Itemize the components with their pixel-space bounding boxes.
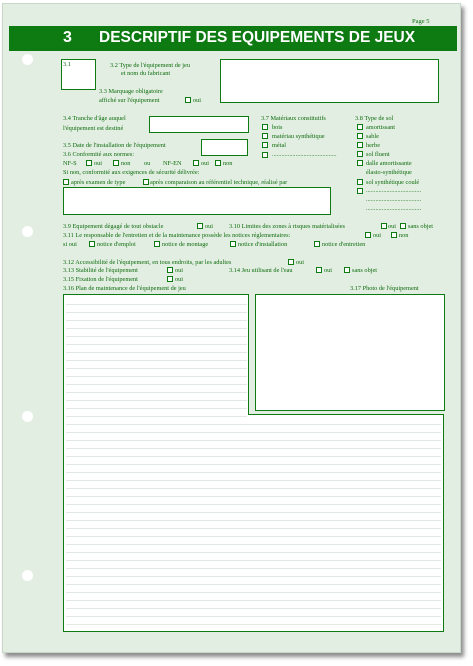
accessibilite-oui-checkbox[interactable] bbox=[288, 259, 294, 265]
sol-fluent-label: sol fluent bbox=[366, 151, 390, 158]
zones-sans-objet-label: sans objet bbox=[408, 223, 434, 230]
notice-entretien-checkbox[interactable] bbox=[314, 241, 320, 247]
si-oui-label: si oui bbox=[63, 241, 77, 248]
maintenance-plan-lines-bottom bbox=[66, 417, 441, 629]
degage-oui-checkbox[interactable] bbox=[197, 223, 203, 229]
field-3-1-label: 3.1 bbox=[63, 61, 71, 68]
nfs-oui-label: oui bbox=[94, 160, 103, 167]
sol-sable-label: sable bbox=[366, 133, 379, 140]
examen-type-checkbox[interactable] bbox=[63, 179, 69, 185]
notices-non-label: non bbox=[399, 232, 409, 239]
section-header bbox=[9, 26, 457, 51]
field-3-7-label: 3.7 Matériaux constitutifs bbox=[261, 115, 326, 122]
notices-oui-label: oui bbox=[373, 232, 382, 239]
materiau-synthetique-checkbox[interactable] bbox=[262, 133, 268, 139]
nfen-oui-checkbox[interactable] bbox=[193, 160, 199, 166]
sol-amortissant-label: amortissant bbox=[366, 124, 396, 131]
sol-herbe-checkbox[interactable] bbox=[357, 142, 363, 148]
field-3-16-label: 3.16 Plan de maintenance de l'équipement de jeu bbox=[63, 285, 186, 292]
binder-hole-1 bbox=[22, 54, 33, 65]
degage-oui-label: oui bbox=[205, 223, 214, 230]
nfen-non-checkbox[interactable] bbox=[215, 160, 221, 166]
notice-emploi-label: notice d'emploi bbox=[97, 241, 136, 248]
field-3-12-label: 3.12 Accessibilité de l'équipement, en tous endroits, par les adultes bbox=[63, 259, 232, 266]
field-3-15-label: 3.15 Fixation de l'équipement bbox=[63, 276, 138, 283]
materiau-metal-label: métal bbox=[272, 142, 286, 149]
comparaison-checkbox[interactable] bbox=[143, 179, 149, 185]
notice-installation-checkbox[interactable] bbox=[230, 241, 236, 247]
field-3-3-label: 3.3 Marquage obligatoire bbox=[99, 88, 163, 95]
notice-montage-checkbox[interactable] bbox=[154, 241, 160, 247]
eau-sans-objet-label: sans objet bbox=[352, 267, 378, 274]
nfen-oui-label: oui bbox=[201, 160, 210, 167]
zones-sans-objet-checkbox[interactable] bbox=[400, 223, 406, 229]
notices-oui-checkbox[interactable] bbox=[365, 232, 371, 238]
sol-herbe-label: herbe bbox=[366, 142, 380, 149]
field-3-8-label: 3.8 Type de sol bbox=[355, 115, 394, 122]
eau-oui-label: oui bbox=[324, 267, 333, 274]
field-3-9-label: 3.9 Equipement dégagé de tout obstacle bbox=[63, 223, 164, 230]
sol-coule-checkbox[interactable] bbox=[357, 179, 363, 185]
eau-sans-objet-checkbox[interactable] bbox=[344, 267, 350, 273]
fixation-oui-label: oui bbox=[175, 276, 184, 283]
accessibilite-oui-label: oui bbox=[296, 259, 305, 266]
sol-autre-line-3: ................................... bbox=[366, 205, 422, 212]
sol-autre-line-1: ................................... bbox=[366, 187, 422, 194]
nfs-label: NF-S bbox=[63, 160, 77, 167]
field-3-6-label: 3.6 Conformité aux normes: bbox=[63, 151, 135, 158]
nfen-label: NF-EN bbox=[163, 160, 182, 167]
sol-coule-label: sol synthétique coulé bbox=[366, 179, 420, 186]
nfen-non-label: non bbox=[223, 160, 233, 167]
marquage-oui-label: oui bbox=[193, 97, 202, 104]
field-3-4-label: 3.4 Tranche d'âge auquel bbox=[63, 115, 126, 122]
sol-amortissant-checkbox[interactable] bbox=[357, 124, 363, 130]
field-3-10-label: 3.10 Limites des zones à risques matérialisées bbox=[229, 223, 345, 230]
marquage-oui-checkbox[interactable] bbox=[185, 97, 191, 103]
notice-installation-label: notice d'installation bbox=[238, 241, 288, 248]
binder-hole-4 bbox=[22, 570, 33, 581]
age-range-field[interactable] bbox=[149, 116, 249, 133]
materiau-metal-checkbox[interactable] bbox=[262, 142, 268, 148]
nfs-oui-checkbox[interactable] bbox=[86, 160, 92, 166]
installation-date-field[interactable] bbox=[201, 139, 248, 156]
materiau-synthetique-label: matériau synthétique bbox=[272, 133, 325, 140]
sol-dalle-checkbox[interactable] bbox=[357, 160, 363, 166]
field-3-4-label-2: l'équipement est destiné bbox=[63, 125, 124, 132]
materiau-autre-line: ......................................... bbox=[272, 151, 337, 158]
examen-type-label: après examen de type bbox=[71, 179, 126, 186]
page-number: Page 5 bbox=[412, 18, 430, 25]
field-3-13-label: 3.13 Stabilité de l'équipement bbox=[63, 267, 138, 274]
equipment-type-field[interactable] bbox=[220, 59, 439, 103]
ou-label: ou bbox=[144, 160, 151, 167]
sol-autre-line-2: ................................... bbox=[366, 196, 422, 203]
section-number: 3 bbox=[63, 29, 72, 46]
binder-hole-2 bbox=[22, 226, 33, 237]
zones-oui-checkbox[interactable] bbox=[381, 223, 387, 229]
field-3-14-label: 3.14 Jeu utilisant de l'eau bbox=[229, 267, 293, 274]
stabilite-oui-checkbox[interactable] bbox=[167, 267, 173, 273]
binder-hole-3 bbox=[22, 411, 33, 422]
notice-montage-label: notice de montage bbox=[162, 241, 209, 248]
sol-elasto-label: élasto-synthétique bbox=[366, 169, 412, 176]
materiau-bois-checkbox[interactable] bbox=[262, 124, 268, 130]
notices-non-checkbox[interactable] bbox=[391, 232, 397, 238]
materiau-bois-label: bois bbox=[272, 124, 283, 131]
comparaison-label: après comparaison au référentiel technique, réalisé par bbox=[150, 179, 288, 186]
field-3-2-label-2: et nom du fabricant bbox=[121, 70, 171, 77]
zones-oui-label: oui bbox=[388, 223, 397, 230]
nfs-non-label: non bbox=[121, 160, 131, 167]
nfs-non-checkbox[interactable] bbox=[113, 160, 119, 166]
stabilite-oui-label: oui bbox=[175, 267, 184, 274]
field-3-5-label: 3.5 Date de l'installation de l'équipement bbox=[63, 142, 166, 149]
field-3-2-label: 3.2 Type de l'équipement de jeu bbox=[110, 62, 190, 69]
equipment-photo-field[interactable] bbox=[255, 294, 445, 411]
maintenance-plan-lines-top bbox=[66, 297, 247, 417]
sol-sable-checkbox[interactable] bbox=[357, 133, 363, 139]
sol-fluent-checkbox[interactable] bbox=[357, 151, 363, 157]
sol-dalle-label: dalle amortissante bbox=[366, 160, 412, 167]
field-3-11-label: 3.11 Le responsable de l'entretien et de la maintenance possède les notices réglementaires: bbox=[63, 232, 291, 239]
field-3-17-label: 3.17 Photo de l'équipement bbox=[350, 285, 419, 292]
notice-emploi-checkbox[interactable] bbox=[89, 241, 95, 247]
notice-entretien-label: notice d'entretien bbox=[322, 241, 366, 248]
materiau-autre-checkbox[interactable] bbox=[262, 152, 268, 158]
section-title: DESCRIPTIF DES EQUIPEMENTS DE JEUX bbox=[99, 29, 416, 46]
conformity-details-field[interactable] bbox=[63, 187, 331, 215]
sol-autre-checkbox[interactable] bbox=[357, 188, 363, 194]
si-non-label: Si non, conformité aux exigences de sécurité délivrée: bbox=[63, 169, 200, 176]
field-3-3-label-2: affiché sur l'équipement bbox=[99, 97, 160, 104]
fixation-oui-checkbox[interactable] bbox=[167, 276, 173, 282]
eau-oui-checkbox[interactable] bbox=[316, 267, 322, 273]
